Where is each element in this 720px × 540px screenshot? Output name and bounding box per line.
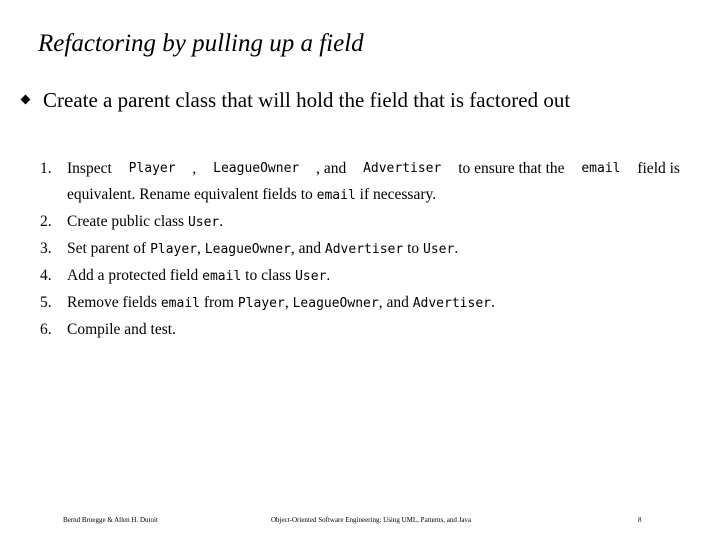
main-bullet: [22, 88, 570, 113]
text-run: Create public class: [67, 213, 188, 230]
step-text: [67, 263, 680, 290]
footer-book-title: Object-Oriented Software Engineering: Using UML, Patterns, and Java: [271, 516, 472, 524]
slide-title: Refactoring by pulling up a field: [38, 30, 364, 57]
step-item: [40, 156, 680, 209]
step-text: [67, 290, 680, 317]
text-run: if necessary.: [355, 186, 437, 203]
step-item: [40, 236, 680, 263]
text-run: to: [403, 240, 423, 257]
code-run: Advertiser: [324, 242, 404, 257]
code-run: Advertiser: [412, 296, 491, 311]
step-text: [67, 209, 680, 236]
step-text: [67, 156, 680, 209]
text-run: , and: [290, 240, 325, 257]
code-run: email: [581, 161, 621, 176]
text-run: ,: [197, 240, 205, 257]
code-run: email: [316, 188, 356, 203]
text-run: from: [199, 294, 238, 311]
steps-list: [40, 156, 680, 343]
code-run: Player: [150, 242, 198, 257]
text-run: .: [326, 267, 331, 284]
code-run: Player: [237, 296, 285, 311]
text-run: Compile and test.: [67, 321, 176, 338]
step-item: [40, 290, 680, 317]
footer-page-number: 8: [638, 516, 642, 524]
step-text: [67, 236, 680, 263]
diamond-bullet-icon: [21, 95, 31, 105]
text-run: ,: [284, 294, 293, 311]
text-run: Add a protected field: [67, 267, 203, 284]
text-run: to ensure that the: [458, 160, 565, 177]
step-number: 3.: [40, 240, 52, 257]
step-item: [40, 263, 680, 290]
text-run: , and: [378, 294, 413, 311]
code-run: email: [202, 269, 242, 284]
text-run: ,: [192, 160, 197, 177]
step-number: 2.: [40, 213, 52, 230]
step-item: [40, 209, 680, 236]
step-item: [40, 317, 680, 343]
text-run: , and: [316, 160, 347, 177]
step-text: [67, 317, 680, 343]
code-run: email: [160, 296, 200, 311]
step-line: [67, 182, 680, 209]
text-run: field is: [637, 160, 680, 177]
step-line: [67, 156, 680, 182]
step-number: 1.: [40, 160, 52, 177]
code-run: User: [187, 215, 220, 230]
text-run: Set parent of: [67, 240, 151, 257]
step-number: 4.: [40, 267, 52, 284]
text-run: to class: [241, 267, 296, 284]
text-run: .: [219, 213, 224, 230]
text-run: Inspect: [67, 160, 112, 177]
text-run: .: [490, 294, 495, 311]
code-run: Advertiser: [363, 161, 442, 176]
code-run: Player: [128, 161, 176, 176]
text-run: Remove fields: [67, 294, 161, 311]
step-number: 5.: [40, 294, 52, 311]
code-run: LeagueOwner: [292, 296, 379, 311]
main-bullet-text: Create a parent class that will hold the field that is factored out: [43, 88, 571, 112]
code-run: User: [423, 242, 455, 257]
text-run: .: [454, 240, 459, 257]
step-number: 6.: [40, 321, 52, 338]
code-run: User: [295, 269, 327, 284]
code-run: LeagueOwner: [213, 161, 300, 176]
text-run: equivalent. Rename equivalent fields to: [67, 186, 317, 203]
code-run: LeagueOwner: [204, 242, 291, 257]
footer-authors: Bernd Bruegge & Allen H. Dutoit: [63, 516, 158, 524]
